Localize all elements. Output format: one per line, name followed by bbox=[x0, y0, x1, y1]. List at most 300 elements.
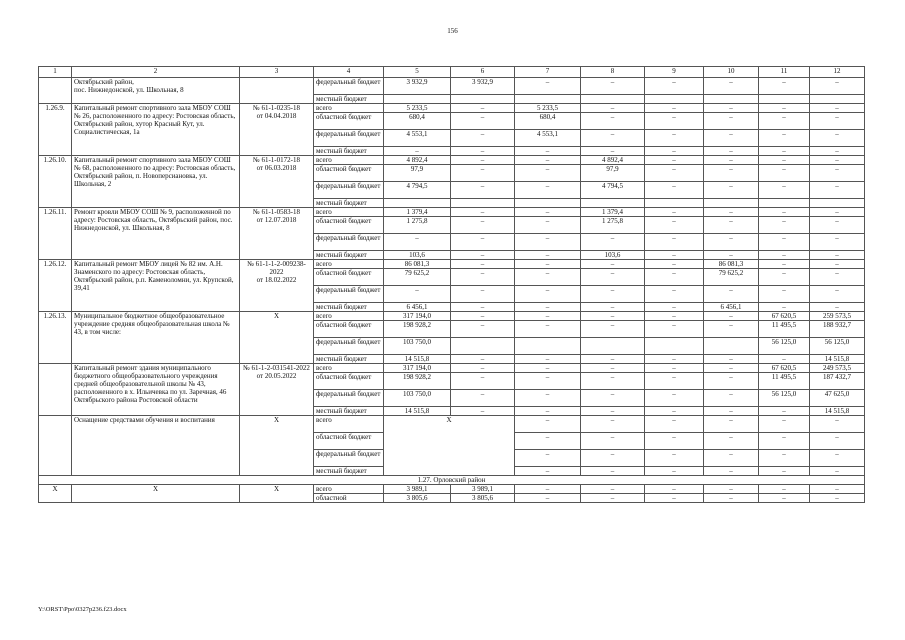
expertise-doc: № 61-1-0172-18 от 06.03.2018 bbox=[240, 156, 314, 208]
funding-source: федеральный бюджет bbox=[314, 182, 384, 199]
amount-cell: 14 515,8 bbox=[384, 355, 451, 364]
amount-cell: – bbox=[581, 407, 645, 416]
amount-cell: 198 928,2 bbox=[384, 321, 451, 338]
amount-cell: – bbox=[810, 147, 865, 156]
amount-cell: – bbox=[645, 416, 704, 433]
amount-cell: – bbox=[515, 433, 581, 450]
amount-cell bbox=[810, 95, 865, 104]
amount-cell: – bbox=[515, 467, 581, 476]
amount-cell: – bbox=[704, 321, 759, 338]
amount-cell: – bbox=[759, 78, 810, 95]
amount-cell: 3 932,9 bbox=[451, 78, 515, 95]
amount-cell: – bbox=[645, 165, 704, 182]
amount-cell bbox=[704, 95, 759, 104]
table-row bbox=[39, 104, 865, 113]
expertise-doc: X bbox=[240, 312, 314, 364]
amount-cell: – bbox=[704, 416, 759, 433]
amount-cell: 14 515,8 bbox=[384, 407, 451, 416]
funding-source: местный бюджет bbox=[314, 407, 384, 416]
amount-cell: – bbox=[810, 251, 865, 260]
amount-cell: – bbox=[810, 269, 865, 286]
amount-cell bbox=[451, 199, 515, 208]
amount-cell: 3 805,6 bbox=[451, 494, 515, 503]
amount-cell: 249 573,5 bbox=[810, 364, 865, 373]
amount-cell: – bbox=[581, 390, 645, 407]
amount-cell: 3 989,1 bbox=[384, 485, 451, 494]
amount-cell: 680,4 bbox=[384, 113, 451, 130]
amount-cell: – bbox=[704, 364, 759, 373]
amount-cell: 1 275,8 bbox=[581, 217, 645, 234]
budget-table bbox=[38, 66, 865, 503]
expertise-doc: X bbox=[240, 416, 314, 476]
header-cell: 5 bbox=[384, 67, 451, 78]
funding-source: федеральный бюджет bbox=[314, 390, 384, 407]
funding-source: федеральный бюджет bbox=[314, 130, 384, 147]
amount-cell: – bbox=[810, 260, 865, 269]
item-number: 1.26.12. bbox=[39, 260, 72, 312]
amount-cell: – bbox=[810, 156, 865, 165]
table-row bbox=[39, 485, 865, 494]
amount-cell bbox=[515, 199, 581, 208]
header-cell: 11 bbox=[759, 67, 810, 78]
amount-cell: – bbox=[581, 113, 645, 130]
amount-cell: 4 553,1 bbox=[515, 130, 581, 147]
amount-cell: – bbox=[451, 130, 515, 147]
header-cell: 8 bbox=[581, 67, 645, 78]
funding-source: федеральный бюджет bbox=[314, 338, 384, 355]
amount-cell: – bbox=[645, 130, 704, 147]
header-cell: 3 bbox=[240, 67, 314, 78]
funding-source: всего bbox=[314, 416, 384, 433]
amount-cell: – bbox=[515, 494, 581, 503]
amount-cell: – bbox=[451, 407, 515, 416]
amount-cell: 103 750,0 bbox=[384, 338, 451, 355]
amount-cell: – bbox=[704, 251, 759, 260]
amount-cell: – bbox=[645, 156, 704, 165]
amount-cell: – bbox=[384, 234, 451, 251]
amount-cell: 3 989,1 bbox=[451, 485, 515, 494]
amount-cell: – bbox=[810, 78, 865, 95]
funding-source: областной бюджет bbox=[314, 321, 384, 338]
amount-cell: – bbox=[645, 450, 704, 467]
amount-cell: – bbox=[759, 416, 810, 433]
amount-cell: – bbox=[645, 78, 704, 95]
amount-cell: – bbox=[704, 156, 759, 165]
expertise-doc: № 61-1-1-2-009238-2022 от 18.02.2022 bbox=[240, 260, 314, 312]
table-body bbox=[39, 78, 865, 503]
header-cell: 7 bbox=[515, 67, 581, 78]
amount-cell: 103,6 bbox=[384, 251, 451, 260]
item-name: Капитальный ремонт здания муниципального бюджетного общеобразовательного учреждения средней общеобразовательной школы № 43, расположенного в х. Ильичевка по ул. Заречная, 46 Октябрьского района Ростовской области bbox=[72, 364, 240, 416]
funding-source: местный бюджет bbox=[314, 303, 384, 312]
amount-cell: – bbox=[515, 182, 581, 199]
amount-cell: – bbox=[704, 182, 759, 199]
amount-cell: – bbox=[581, 373, 645, 390]
amount-cell: – bbox=[451, 390, 515, 407]
amount-cell: – bbox=[645, 467, 704, 476]
amount-cell: 4 794,5 bbox=[384, 182, 451, 199]
amount-cell: – bbox=[451, 312, 515, 321]
amount-cell: 79 625,2 bbox=[704, 269, 759, 286]
amount-cell: – bbox=[645, 364, 704, 373]
amount-cell bbox=[515, 95, 581, 104]
amount-cell: 56 125,0 bbox=[810, 338, 865, 355]
amount-cell: – bbox=[451, 260, 515, 269]
amount-cell: – bbox=[515, 373, 581, 390]
funding-source: местный бюджет bbox=[314, 467, 384, 476]
amount-cell: – bbox=[810, 450, 865, 467]
amount-cell: 14 515,8 bbox=[810, 355, 865, 364]
amount-cell: – bbox=[759, 303, 810, 312]
funding-source: областной бюджет bbox=[314, 165, 384, 182]
header-cell: 9 bbox=[645, 67, 704, 78]
item-name: Оснащение средствами обучения и воспитания bbox=[72, 416, 240, 476]
header-cell: 12 bbox=[810, 67, 865, 78]
item-name: Ремонт кровли МБОУ СОШ № 9, расположенной по адресу: Ростовская область, Октябрьский район, пос. Нижнедонской, ул. Школьная, 8 bbox=[72, 208, 240, 260]
amount-cell bbox=[645, 199, 704, 208]
amount-cell: – bbox=[759, 104, 810, 113]
amount-cell: 5 233,5 bbox=[384, 104, 451, 113]
amount-cell: – bbox=[451, 355, 515, 364]
amount-cell: 1 379,4 bbox=[384, 208, 451, 217]
amount-cell: – bbox=[451, 364, 515, 373]
funding-source: всего bbox=[314, 485, 384, 494]
funding-source: местный бюджет bbox=[314, 251, 384, 260]
amount-cell: – bbox=[645, 312, 704, 321]
amount-cell: – bbox=[581, 467, 645, 476]
amount-cell: 11 495,5 bbox=[759, 321, 810, 338]
amount-cell: – bbox=[451, 156, 515, 165]
amount-cell: – bbox=[515, 251, 581, 260]
item-number: X bbox=[39, 485, 72, 503]
amount-cell: – bbox=[759, 208, 810, 217]
amount-cell: 56 125,0 bbox=[759, 338, 810, 355]
amount-cell: 97,9 bbox=[384, 165, 451, 182]
amount-cell: – bbox=[581, 355, 645, 364]
amount-cell: 6 456,1 bbox=[384, 303, 451, 312]
funding-source: федеральный бюджет bbox=[314, 78, 384, 95]
amount-cell: – bbox=[515, 450, 581, 467]
amount-cell: – bbox=[704, 147, 759, 156]
amount-cell: 259 573,5 bbox=[810, 312, 865, 321]
amount-cell: – bbox=[759, 147, 810, 156]
amount-cell: – bbox=[645, 433, 704, 450]
amount-cell: – bbox=[515, 416, 581, 433]
amount-cell: 67 620,5 bbox=[759, 312, 810, 321]
amount-cell: – bbox=[645, 494, 704, 503]
amount-cell: – bbox=[759, 234, 810, 251]
amount-cell: – bbox=[581, 269, 645, 286]
amount-cell: – bbox=[759, 217, 810, 234]
amount-cell: – bbox=[451, 303, 515, 312]
amount-cell: – bbox=[810, 485, 865, 494]
amount-cell: – bbox=[451, 286, 515, 303]
expertise-doc bbox=[240, 78, 314, 104]
item-name: Октябрьский район, пос. Нижнедонской, ул. Школьная, 8 bbox=[72, 78, 240, 104]
amount-cell: – bbox=[581, 364, 645, 373]
item-number bbox=[39, 78, 72, 104]
amount-cell: – bbox=[581, 303, 645, 312]
amount-cell: – bbox=[645, 303, 704, 312]
amount-cell: – bbox=[645, 321, 704, 338]
amount-cell: – bbox=[810, 208, 865, 217]
funding-source: местный бюджет bbox=[314, 95, 384, 104]
amount-cell: – bbox=[451, 165, 515, 182]
amount-cell: – bbox=[810, 416, 865, 433]
funding-source: областной бюджет bbox=[314, 373, 384, 390]
amount-cell: – bbox=[759, 260, 810, 269]
amount-cell: – bbox=[581, 286, 645, 303]
amount-cell: – bbox=[645, 390, 704, 407]
amount-cell: – bbox=[704, 450, 759, 467]
table-row bbox=[39, 260, 865, 269]
item-name: Капитальный ремонт спортивного зала МБОУ СОШ № 68, расположенного по адресу: Ростовская область, Октябрьский район, п. Новоперсиановка, ул. Школьная, 2 bbox=[72, 156, 240, 208]
amount-cell: – bbox=[645, 147, 704, 156]
amount-cell: 188 932,7 bbox=[810, 321, 865, 338]
amount-cell: – bbox=[704, 355, 759, 364]
amount-cell: – bbox=[704, 373, 759, 390]
amount-cell: – bbox=[645, 286, 704, 303]
amount-cell: – bbox=[645, 269, 704, 286]
amount-cell: – bbox=[451, 113, 515, 130]
item-name: Муниципальное бюджетное общеобразовательное учреждение средняя общеобразовательная школа № 43, в том числе: bbox=[72, 312, 240, 364]
amount-cell: – bbox=[645, 217, 704, 234]
amount-cell: 103,6 bbox=[581, 251, 645, 260]
amount-cell: – bbox=[759, 494, 810, 503]
amount-cell: – bbox=[645, 104, 704, 113]
amount-cell: 6 456,1 bbox=[704, 303, 759, 312]
amount-cell: – bbox=[515, 156, 581, 165]
amount-cell: – bbox=[581, 485, 645, 494]
funding-source: федеральный бюджет bbox=[314, 234, 384, 251]
amount-cell: 317 194,0 bbox=[384, 312, 451, 321]
amount-cell: 86 081,3 bbox=[384, 260, 451, 269]
amount-cell: 680,4 bbox=[515, 113, 581, 130]
section-row bbox=[39, 476, 865, 485]
amount-cell: – bbox=[581, 312, 645, 321]
amount-cell: – bbox=[515, 269, 581, 286]
amount-cell: – bbox=[704, 113, 759, 130]
amount-cell: – bbox=[515, 321, 581, 338]
item-number bbox=[39, 364, 72, 416]
amount-cell: 47 625,0 bbox=[810, 390, 865, 407]
item-number bbox=[39, 416, 72, 476]
amount-cell: – bbox=[581, 321, 645, 338]
amount-cell: – bbox=[451, 234, 515, 251]
amount-cell bbox=[451, 95, 515, 104]
amount-cell: – bbox=[759, 182, 810, 199]
funding-source: всего bbox=[314, 260, 384, 269]
amount-cell: – bbox=[451, 373, 515, 390]
amount-cell: – bbox=[810, 113, 865, 130]
expertise-doc: № 61-1-2-031541-2022 от 20.05.2022 bbox=[240, 364, 314, 416]
amount-cell bbox=[704, 338, 759, 355]
item-number: 1.26.13. bbox=[39, 312, 72, 364]
expertise-doc: X bbox=[240, 485, 314, 503]
amount-cell: 1 275,8 bbox=[384, 217, 451, 234]
amount-cell: X bbox=[384, 416, 515, 476]
amount-cell: – bbox=[451, 147, 515, 156]
amount-cell: 4 553,1 bbox=[384, 130, 451, 147]
amount-cell: – bbox=[704, 234, 759, 251]
file-path-footer: Y:\ORST\Ppo\0327p236.f23.docx bbox=[38, 606, 127, 613]
amount-cell bbox=[645, 338, 704, 355]
amount-cell: 198 928,2 bbox=[384, 373, 451, 390]
amount-cell: – bbox=[515, 286, 581, 303]
amount-cell: 4 892,4 bbox=[581, 156, 645, 165]
amount-cell: – bbox=[810, 286, 865, 303]
funding-source: федеральный бюджет bbox=[314, 450, 384, 467]
funding-source: всего bbox=[314, 208, 384, 217]
page-number: 156 bbox=[447, 27, 458, 35]
header-cell: 4 bbox=[314, 67, 384, 78]
amount-cell: – bbox=[581, 78, 645, 95]
amount-cell: – bbox=[759, 485, 810, 494]
amount-cell: – bbox=[645, 260, 704, 269]
amount-cell: – bbox=[645, 182, 704, 199]
item-number: 1.26.10. bbox=[39, 156, 72, 208]
amount-cell: – bbox=[515, 217, 581, 234]
amount-cell: – bbox=[451, 208, 515, 217]
amount-cell: – bbox=[515, 234, 581, 251]
amount-cell: – bbox=[645, 407, 704, 416]
amount-cell: – bbox=[451, 269, 515, 286]
amount-cell: – bbox=[515, 355, 581, 364]
amount-cell bbox=[810, 199, 865, 208]
amount-cell: – bbox=[515, 364, 581, 373]
amount-cell: – bbox=[384, 147, 451, 156]
amount-cell: – bbox=[515, 78, 581, 95]
section-title: 1.27. Орловский район bbox=[39, 476, 865, 485]
amount-cell: 97,9 bbox=[581, 165, 645, 182]
funding-source: федеральный бюджет bbox=[314, 286, 384, 303]
amount-cell: 3 805,6 bbox=[384, 494, 451, 503]
amount-cell: – bbox=[581, 450, 645, 467]
funding-source: областной бюджет bbox=[314, 217, 384, 234]
amount-cell: – bbox=[515, 390, 581, 407]
amount-cell: – bbox=[704, 467, 759, 476]
amount-cell bbox=[581, 338, 645, 355]
amount-cell: 14 515,8 bbox=[810, 407, 865, 416]
header-cell: 6 bbox=[451, 67, 515, 78]
amount-cell: – bbox=[645, 485, 704, 494]
expertise-doc: № 61-1-0235-18 от 04.04.2018 bbox=[240, 104, 314, 156]
amount-cell: – bbox=[704, 312, 759, 321]
funding-source: всего bbox=[314, 312, 384, 321]
amount-cell: – bbox=[451, 321, 515, 338]
header-cell: 1 bbox=[39, 67, 72, 78]
amount-cell bbox=[581, 95, 645, 104]
amount-cell: 317 194,0 bbox=[384, 364, 451, 373]
funding-source: местный бюджет bbox=[314, 147, 384, 156]
amount-cell bbox=[515, 338, 581, 355]
item-name: Капитальный ремонт МБОУ лицей № 82 им. А.Н. Знаменского по адресу: Ростовская область, Октябрьский район, р.п. Каменоломни, ул. Крупской, 39,41 bbox=[72, 260, 240, 312]
amount-cell: – bbox=[515, 407, 581, 416]
amount-cell bbox=[645, 95, 704, 104]
amount-cell: – bbox=[704, 165, 759, 182]
funding-source: областной бюджет bbox=[314, 113, 384, 130]
amount-cell: – bbox=[704, 485, 759, 494]
amount-cell: 11 495,5 bbox=[759, 373, 810, 390]
table-row bbox=[39, 78, 865, 95]
amount-cell: – bbox=[451, 104, 515, 113]
amount-cell: – bbox=[759, 355, 810, 364]
amount-cell: – bbox=[581, 147, 645, 156]
amount-cell: 5 233,5 bbox=[515, 104, 581, 113]
amount-cell: – bbox=[810, 433, 865, 450]
amount-cell: – bbox=[759, 251, 810, 260]
amount-cell: – bbox=[704, 217, 759, 234]
amount-cell: – bbox=[581, 104, 645, 113]
amount-cell: – bbox=[810, 217, 865, 234]
item-name: X bbox=[72, 485, 240, 503]
amount-cell: – bbox=[759, 165, 810, 182]
amount-cell: – bbox=[515, 165, 581, 182]
funding-source: всего bbox=[314, 156, 384, 165]
funding-source: всего bbox=[314, 364, 384, 373]
funding-source: всего bbox=[314, 104, 384, 113]
amount-cell: 103 750,0 bbox=[384, 390, 451, 407]
funding-source: областной bbox=[314, 494, 384, 503]
amount-cell bbox=[384, 199, 451, 208]
amount-cell: – bbox=[759, 467, 810, 476]
funding-source: областной бюджет bbox=[314, 269, 384, 286]
amount-cell: – bbox=[759, 407, 810, 416]
table-row bbox=[39, 416, 865, 433]
amount-cell: – bbox=[759, 113, 810, 130]
amount-cell: 1 379,4 bbox=[581, 208, 645, 217]
amount-cell bbox=[581, 199, 645, 208]
amount-cell: 4 892,4 bbox=[384, 156, 451, 165]
amount-cell: – bbox=[515, 303, 581, 312]
amount-cell: – bbox=[810, 182, 865, 199]
amount-cell: – bbox=[581, 130, 645, 147]
amount-cell: – bbox=[704, 286, 759, 303]
amount-cell bbox=[451, 338, 515, 355]
item-number: 1.26.11. bbox=[39, 208, 72, 260]
amount-cell: – bbox=[759, 450, 810, 467]
amount-cell: – bbox=[384, 286, 451, 303]
amount-cell: – bbox=[581, 260, 645, 269]
amount-cell: – bbox=[759, 130, 810, 147]
amount-cell: – bbox=[581, 433, 645, 450]
amount-cell bbox=[384, 95, 451, 104]
amount-cell: – bbox=[704, 494, 759, 503]
amount-cell: – bbox=[515, 260, 581, 269]
amount-cell: – bbox=[704, 433, 759, 450]
header-cell: 2 bbox=[72, 67, 240, 78]
funding-source: областной бюджет bbox=[314, 433, 384, 450]
amount-cell: – bbox=[515, 147, 581, 156]
amount-cell: – bbox=[810, 234, 865, 251]
item-number: 1.26.9. bbox=[39, 104, 72, 156]
amount-cell: – bbox=[645, 355, 704, 364]
amount-cell: – bbox=[515, 208, 581, 217]
amount-cell: – bbox=[704, 390, 759, 407]
amount-cell: – bbox=[451, 182, 515, 199]
table-row bbox=[39, 156, 865, 165]
amount-cell: – bbox=[759, 156, 810, 165]
amount-cell: 187 432,7 bbox=[810, 373, 865, 390]
amount-cell: – bbox=[515, 485, 581, 494]
amount-cell: – bbox=[704, 78, 759, 95]
amount-cell: – bbox=[810, 165, 865, 182]
table-row bbox=[39, 208, 865, 217]
amount-cell: 86 081,3 bbox=[704, 260, 759, 269]
amount-cell: 79 625,2 bbox=[384, 269, 451, 286]
amount-cell: – bbox=[810, 303, 865, 312]
amount-cell: – bbox=[645, 113, 704, 130]
